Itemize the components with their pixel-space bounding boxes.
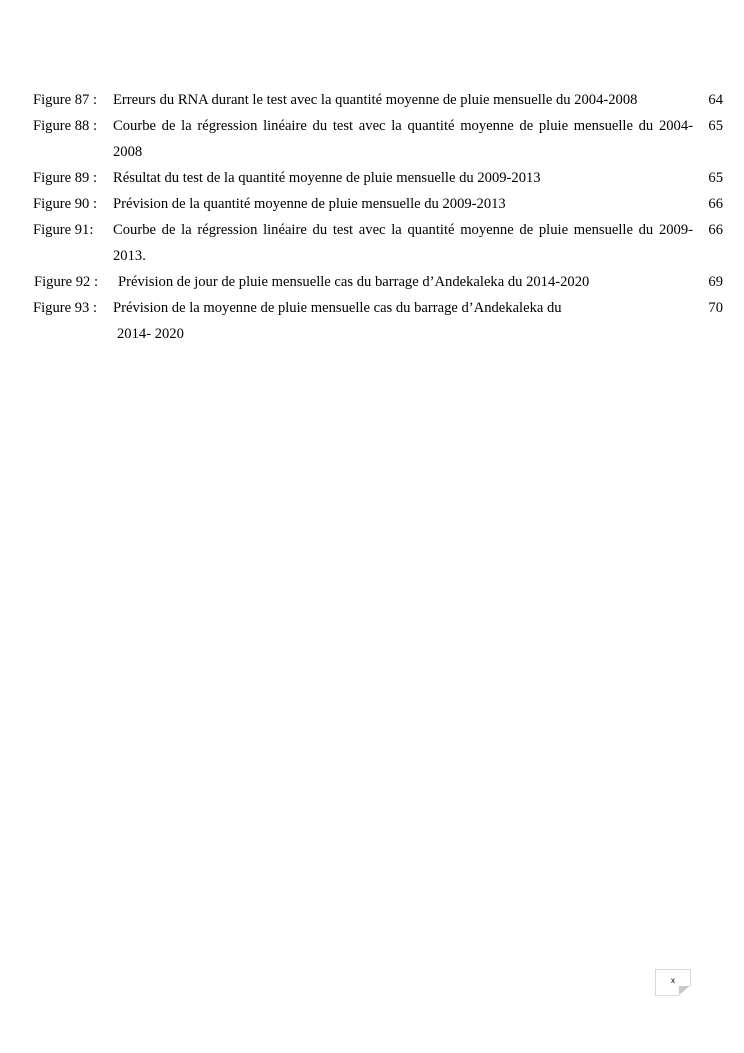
toc-entry bbox=[33, 269, 723, 295]
page-reference: 69 bbox=[708, 274, 723, 290]
toc-entry bbox=[33, 113, 723, 165]
figure-label: Figure 88 : bbox=[33, 118, 98, 134]
page-reference: 66 bbox=[708, 222, 723, 238]
figure-label: Figure 90 : bbox=[33, 196, 98, 212]
figure-title-line: Prévision de la quantité moyenne de pluie mensuelle du 2009-2013 bbox=[113, 196, 506, 212]
page-reference: 66 bbox=[708, 196, 723, 212]
page-reference: 65 bbox=[708, 118, 723, 134]
toc-entry-body bbox=[113, 191, 723, 217]
figure-title-line: Prévision de jour de pluie mensuelle cas du barrage d’Andekaleka du 2014-2020 bbox=[118, 274, 590, 290]
figure-title-line: Erreurs du RNA durant le test avec la quantité moyenne de pluie mensuelle du 2004-2008 bbox=[113, 92, 638, 108]
toc-entry-body bbox=[114, 269, 723, 295]
figure-title bbox=[113, 191, 723, 217]
figure-title-line: 2014- 2020 bbox=[117, 326, 184, 342]
figure-label: Figure 93 : bbox=[33, 300, 98, 316]
toc-entry-body bbox=[113, 165, 723, 191]
figure-label: Figure 89 : bbox=[33, 170, 98, 186]
figure-title-line: 2013. bbox=[113, 248, 146, 264]
toc-entry-body bbox=[113, 87, 723, 113]
figure-title bbox=[113, 295, 723, 347]
figure-title-line: Prévision de la moyenne de pluie mensuelle cas du barrage d’Andekaleka du bbox=[113, 300, 562, 316]
toc-entry-body bbox=[113, 295, 723, 347]
figure-title-line: Courbe de la régression linéaire du test avec la quantité moyenne de pluie mensuelle du 2009- bbox=[113, 222, 693, 238]
figure-title bbox=[114, 269, 723, 295]
figure-title bbox=[113, 165, 723, 191]
page-number-box bbox=[655, 969, 691, 996]
list-of-figures bbox=[33, 87, 723, 347]
toc-entry-body bbox=[113, 113, 723, 165]
figure-label: Figure 92 : bbox=[34, 274, 99, 290]
page-reference: 70 bbox=[708, 300, 723, 316]
toc-entry-body bbox=[113, 217, 723, 269]
folded-corner-shade bbox=[679, 986, 690, 995]
figure-title bbox=[113, 87, 723, 113]
page-reference: 65 bbox=[708, 170, 723, 186]
page-number: x bbox=[671, 976, 675, 985]
figure-label: Figure 87 : bbox=[33, 92, 98, 108]
figure-title-line: Courbe de la régression linéaire du test avec la quantité moyenne de pluie mensuelle du 2004- bbox=[113, 118, 693, 134]
toc-entry bbox=[33, 295, 723, 347]
figure-label: Figure 91: bbox=[33, 222, 94, 238]
figure-title bbox=[113, 113, 723, 165]
toc-entry bbox=[33, 191, 723, 217]
page-reference: 64 bbox=[708, 92, 723, 108]
figure-title-line: Résultat du test de la quantité moyenne de pluie mensuelle du 2009-2013 bbox=[113, 170, 541, 186]
toc-entry bbox=[33, 165, 723, 191]
figure-title-line: 2008 bbox=[113, 144, 143, 160]
toc-entry bbox=[33, 87, 723, 113]
toc-entry bbox=[33, 217, 723, 269]
figure-title bbox=[113, 217, 723, 269]
